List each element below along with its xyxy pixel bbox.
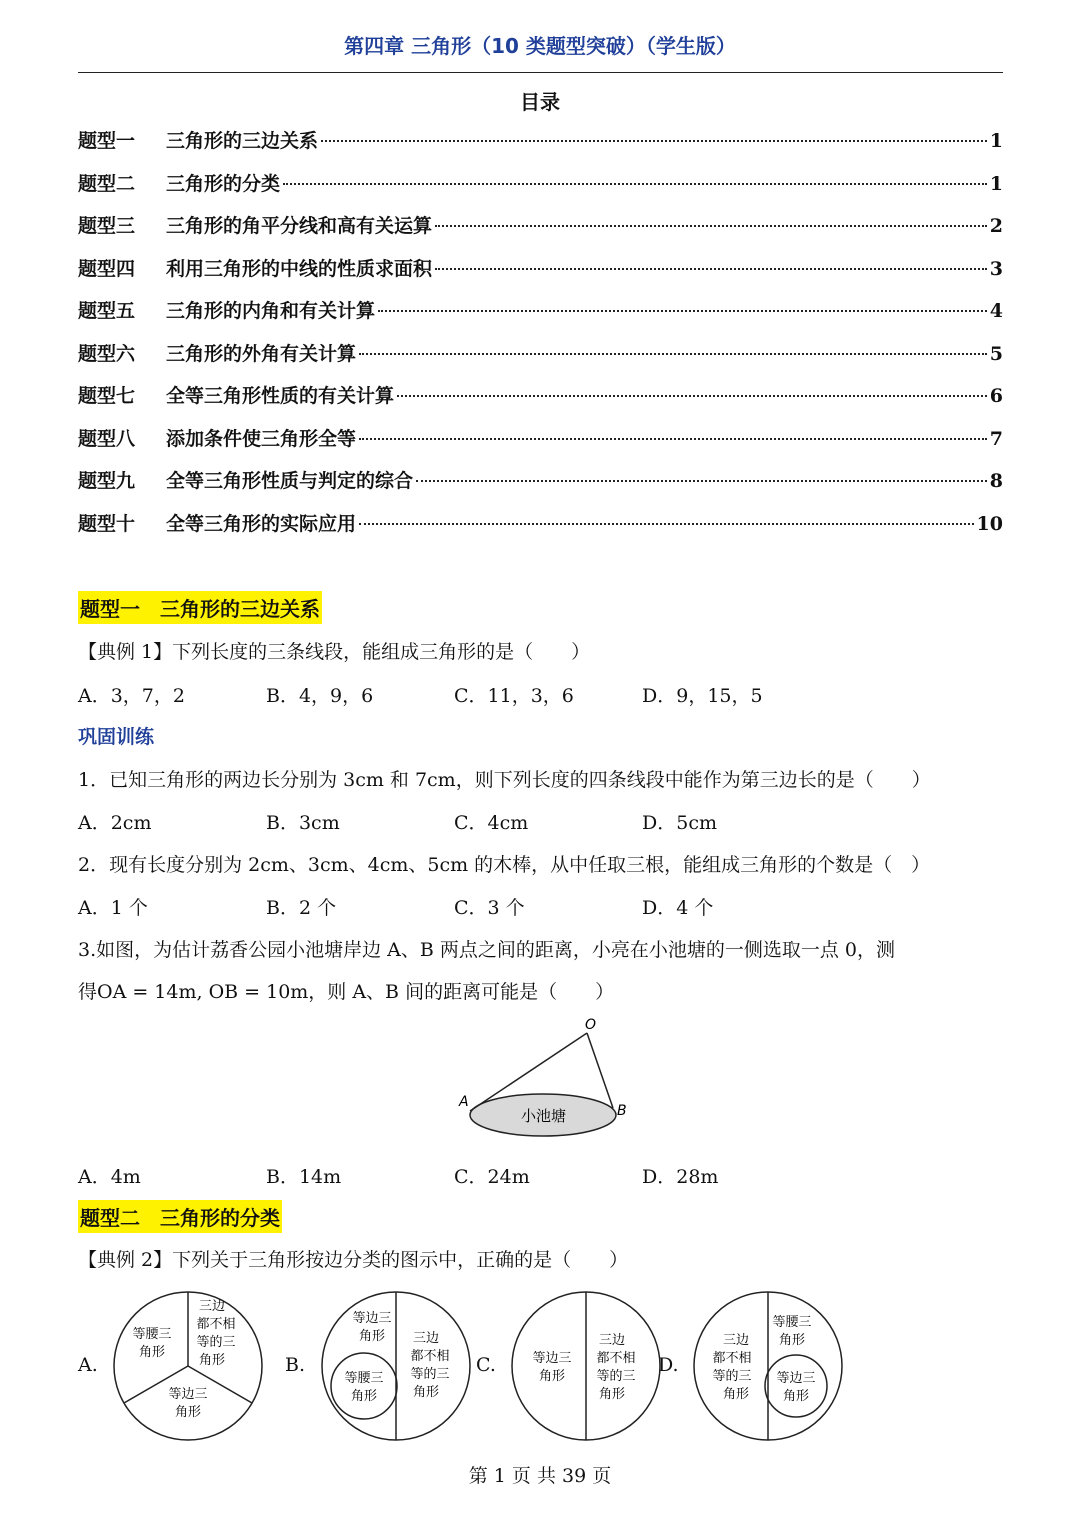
option-a: A．1 个 [78, 897, 148, 919]
toc-leader [397, 395, 987, 397]
diagram-d-text: 等腰三 [772, 1315, 812, 1330]
option-a: A．2cm [78, 812, 152, 834]
toc-leader [435, 225, 987, 227]
diagram-a-text: 等边三 [168, 1387, 208, 1402]
toc-item-label: 题型八 [78, 427, 136, 450]
diagram-d-text: 角形 [782, 1389, 810, 1404]
toc-item[interactable] [78, 381, 1003, 424]
diagram-a-text: 角形 [198, 1353, 226, 1368]
diagram-d-inner-circle [765, 1355, 827, 1417]
diagram-d [690, 1288, 850, 1448]
option-b: B．14m [266, 1166, 342, 1188]
toc-item-text: 添加条件使三角形全等 [166, 427, 357, 450]
diagram-d-text: 角形 [778, 1333, 806, 1348]
toc-item[interactable] [78, 296, 1003, 339]
question-1: 1．已知三角形的两边长分别为 3cm 和 7cm，则下列长度的四条线段中能作为第三边长的是（ ） [78, 769, 931, 791]
option-a: A．4m [78, 1166, 141, 1188]
diagram-d-text: 角形 [722, 1387, 750, 1402]
option-c: C．11，3，6 [454, 685, 574, 707]
toc-item-page: 2 [989, 215, 1003, 237]
toc-leader [359, 523, 974, 525]
diagram-b-text: 角形 [358, 1329, 386, 1344]
option-b: B．2 个 [266, 897, 337, 919]
diagram-c-text: 等边三 [532, 1351, 572, 1366]
consolidation-heading: 巩固训练 [78, 726, 155, 748]
toc-item-label: 题型一 [78, 130, 136, 152]
diagram-d-text: 三边 [722, 1333, 750, 1348]
toc-item[interactable] [78, 424, 1003, 467]
diagram-c-text: 都不相 [596, 1351, 636, 1366]
toc-item[interactable] [78, 339, 1003, 382]
toc-leader [359, 353, 987, 355]
diagram-a-letter: A. [78, 1354, 98, 1376]
toc-item[interactable] [78, 254, 1003, 297]
toc-leader [378, 310, 987, 312]
toc-item-page: 8 [989, 470, 1003, 492]
diagram-a-text: 三边 [198, 1299, 226, 1314]
point-b-label: B [617, 1103, 627, 1119]
toc-item-text: 三角形的外角有关计算 [166, 342, 357, 365]
diagram-c-text: 等的三 [596, 1369, 636, 1384]
option-a: A．3，7，2 [78, 685, 185, 707]
toc-item-label: 题型三 [78, 215, 136, 237]
point-o-label: O [585, 1017, 597, 1033]
question-3-line-2: 得OA = 14m, OB = 10m，则 A、B 间的距离可能是（ ） [78, 981, 615, 1003]
example-2: 【典例 2】下列关于三角形按边分类的图示中，正确的是（ ） [78, 1249, 629, 1271]
pond-label: 小池塘 [521, 1107, 567, 1125]
diagram-c-text: 角形 [598, 1387, 626, 1402]
diagram-c-letter: C. [476, 1354, 496, 1376]
toc-item-page: 4 [989, 300, 1003, 322]
toc-item-label: 题型七 [78, 385, 136, 407]
toc-item-label: 题型二 [78, 172, 136, 195]
toc-leader [359, 438, 987, 440]
diagram-a-text: 角形 [174, 1405, 202, 1420]
example-1: 【典例 1】下列长度的三条线段，能组成三角形的是（ ） [78, 641, 591, 663]
diagram-b-text: 等边三 [352, 1311, 392, 1326]
diagram-b-text: 等的三 [410, 1367, 450, 1382]
diagram-c-text: 三边 [598, 1333, 626, 1348]
diagram-b-text: 角形 [412, 1385, 440, 1400]
toc-title: 目录 [520, 90, 560, 114]
toc-item-text: 三角形的三边关系 [166, 130, 319, 152]
toc-item-page: 5 [989, 342, 1003, 365]
toc-item-text: 三角形的分类 [166, 172, 281, 195]
toc-leader [321, 140, 987, 142]
toc-item-text: 全等三角形性质的有关计算 [166, 385, 395, 407]
point-a-label: A [459, 1094, 469, 1110]
toc-item-text: 三角形的角平分线和高有关运算 [166, 215, 433, 237]
option-d: D．4 个 [642, 897, 714, 919]
toc-item-label: 题型九 [78, 470, 136, 492]
toc-item-text: 利用三角形的中线的性质求面积 [166, 257, 433, 280]
toc-item-label: 题型四 [78, 257, 136, 280]
toc-item-page: 1 [989, 172, 1003, 195]
toc-item-text: 三角形的内角和有关计算 [166, 300, 376, 322]
toc-item[interactable] [78, 211, 1003, 254]
pond-figure [455, 1015, 635, 1140]
page-footer: 第 1 页 共 39 页 [468, 1465, 612, 1487]
diagram-d-text: 等的三 [712, 1369, 752, 1384]
option-d: D．9，15，5 [642, 685, 763, 707]
document-header: 第四章 三角形（10 类题型突破）（学生版） [344, 34, 736, 58]
toc-item[interactable] [78, 169, 1003, 212]
toc-item-page: 3 [989, 257, 1003, 280]
diagram-a-text: 等的三 [196, 1335, 236, 1350]
toc-item-page: 1 [989, 130, 1003, 152]
diagram-a-text: 都不相 [196, 1317, 236, 1332]
section-heading-1: 题型一 三角形的三边关系 [78, 591, 322, 624]
toc-item[interactable] [78, 509, 1003, 552]
diagram-b-text: 角形 [350, 1389, 378, 1404]
diagram-b-text: 都不相 [410, 1349, 450, 1364]
option-c: C．3 个 [454, 897, 525, 919]
option-c: C．4cm [454, 812, 529, 834]
question-2: 2．现有长度分别为 2cm、3cm、4cm、5cm 的木棒，从中任取三根，能组成三角形的个数是（ ） [78, 854, 931, 876]
diagram-b [318, 1288, 478, 1448]
option-c: C．24m [454, 1166, 530, 1188]
diagram-c-text: 角形 [538, 1369, 566, 1384]
diagram-d-text: 等边三 [776, 1371, 816, 1386]
diagram-a-text: 等腰三 [132, 1327, 172, 1342]
option-d: D．5cm [642, 812, 717, 834]
diagram-d-letter: D. [658, 1354, 679, 1376]
diagram-d-text: 都不相 [712, 1351, 752, 1366]
toc-leader [283, 183, 987, 185]
toc-item-page: 6 [989, 385, 1003, 407]
diagram-c [508, 1288, 668, 1448]
table-of-contents [78, 126, 1003, 551]
toc-item-page: 10 [976, 512, 1003, 535]
segment-ob [587, 1033, 613, 1108]
toc-item-text: 全等三角形的实际应用 [166, 512, 357, 535]
question-3-line-1: 3.如图，为估计荔香公园小池塘岸边 A、B 两点之间的距离，小亮在小池塘的一侧选取一点 0，测 [78, 939, 896, 961]
toc-item[interactable] [78, 126, 1003, 169]
toc-item[interactable] [78, 466, 1003, 509]
toc-item-label: 题型六 [78, 342, 136, 365]
diagram-b-inner-circle [331, 1353, 397, 1419]
diagram-b-text: 三边 [412, 1331, 440, 1346]
diagram-b-letter: B. [285, 1354, 306, 1376]
toc-leader [416, 480, 987, 482]
option-d: D．28m [642, 1166, 719, 1188]
toc-leader [435, 268, 987, 270]
section-heading-2: 题型二 三角形的分类 [78, 1200, 282, 1233]
header-rule [78, 72, 1003, 73]
diagram-a-text: 角形 [138, 1345, 166, 1360]
diagram-b-text: 等腰三 [344, 1371, 384, 1386]
toc-item-page: 7 [989, 427, 1003, 450]
diagram-a [110, 1288, 270, 1448]
option-b: B．3cm [266, 812, 340, 834]
toc-item-text: 全等三角形性质与判定的综合 [166, 470, 414, 492]
toc-item-label: 题型十 [78, 512, 136, 535]
toc-item-label: 题型五 [78, 300, 136, 322]
option-b: B．4，9，6 [266, 685, 374, 707]
